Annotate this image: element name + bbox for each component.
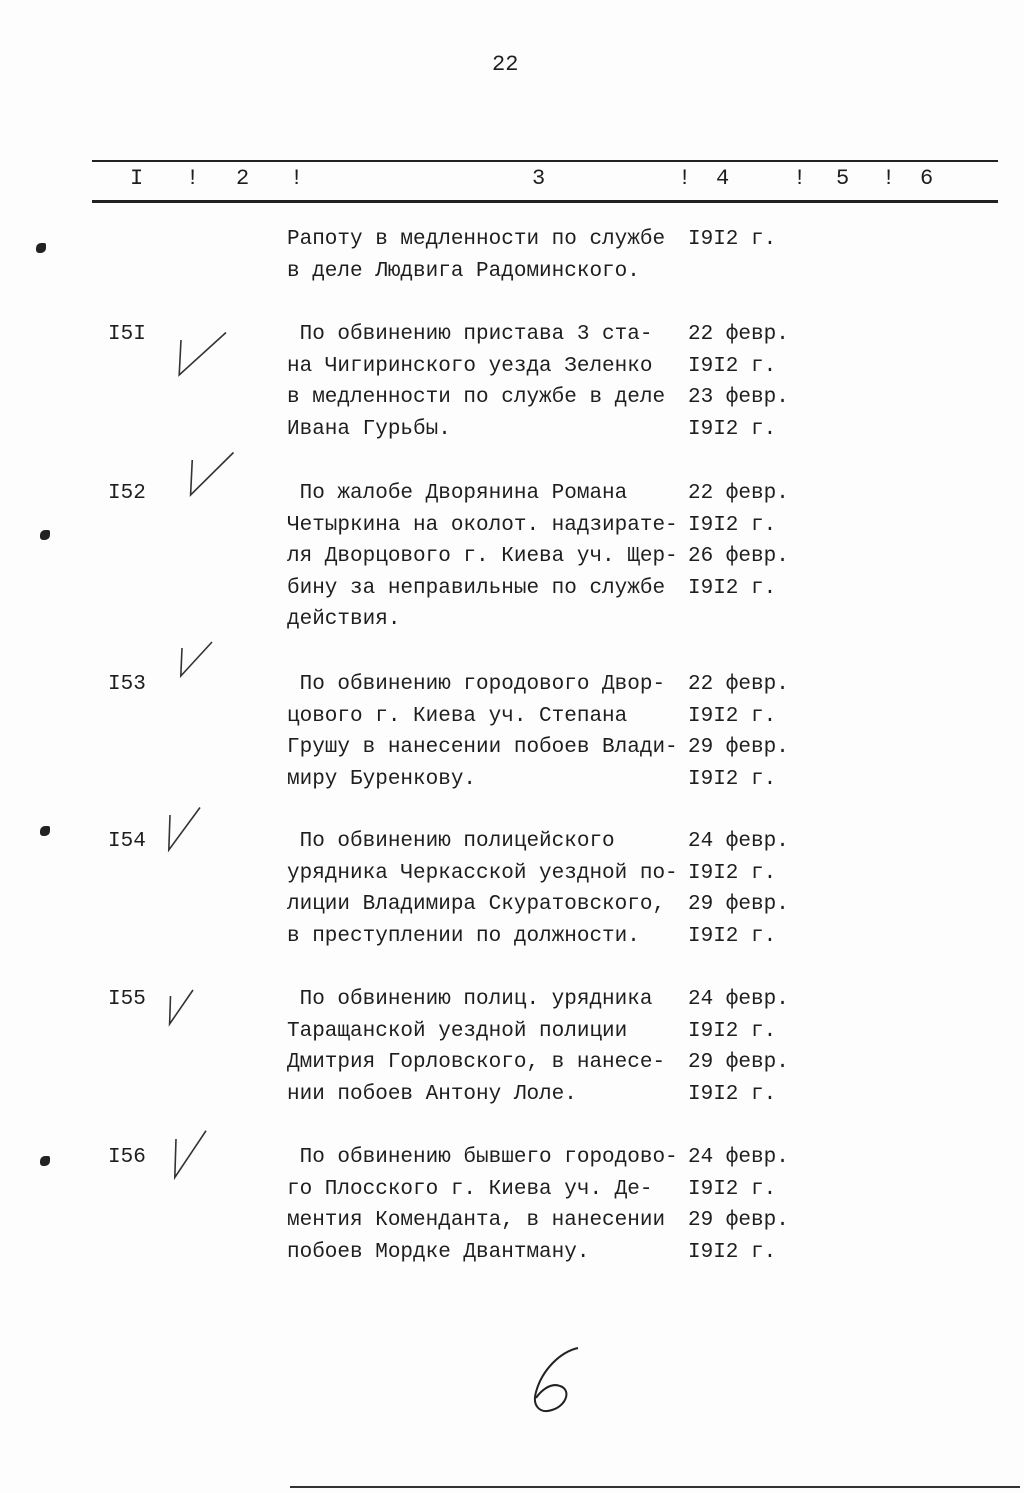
entry-date: 26 февр. [688,545,789,568]
entry-date: I9I2 г. [688,1019,777,1043]
bottom-rule [290,1486,1020,1488]
entry-text-line: Рапоту в медленности по службе [287,228,666,251]
entry-number: I54 [108,830,146,853]
entry-date: 24 февр. [688,1146,789,1169]
entry-date: 29 февр. [688,1209,789,1232]
entry-text-line: миру Буренкову. [287,767,477,791]
entry-date: 29 февр. [688,1051,789,1074]
column-separator: ! [793,166,807,191]
entry-text-line: в преступлении по должности. [287,924,640,948]
entry-date: I9I2 г. [688,354,777,378]
margin-mark [36,243,46,253]
column-separator: ! [186,166,200,191]
entry-text-line: действия. [287,608,401,631]
column-number: I [130,166,144,191]
entry-text-line: По обвинению бывшего городово- [287,1146,678,1169]
entry-text-line: ля Дворцового г. Киева уч. Щер- [287,545,678,568]
entry-number: I52 [108,482,146,505]
entry-text-line: Таращанской уездной полиции [287,1019,628,1043]
entry-number: I56 [108,1146,146,1169]
column-number: 3 [532,166,546,191]
margin-mark [40,826,50,836]
entry-text-line: в медленности по службе в деле [287,386,666,409]
entry-text-line: ментия Коменданта, в нанесении [287,1209,666,1232]
page-number: 22 [492,52,519,77]
checkmark-icon [172,330,232,380]
entry-date: I9I2 г. [688,576,777,600]
entry-date: I9I2 г. [688,1177,777,1201]
checkmark-icon [170,1128,210,1183]
entry-date: I9I2 г. [688,861,777,885]
entry-text-line: го Плосского г. Киева уч. Де- [287,1177,653,1201]
column-separator: ! [290,166,304,191]
entry-text-line: урядника Черкасской уездной по- [287,861,678,885]
column-number: 5 [836,166,850,191]
entry-date: I9I2 г. [688,704,777,728]
entry-text-line: в деле Людвига Радоминского. [287,259,640,283]
entry-number: I55 [108,988,146,1011]
entry-text-line: на Чигиринского уезда Зеленко [287,354,653,378]
entry-text-line: По обвинению городового Двор- [287,673,666,696]
entry-text-line: Ивана Гурьбы. [287,417,451,441]
checkmark-icon [166,988,196,1028]
entry-text-line: Дмитрия Горловского, в нанесе- [287,1051,666,1074]
entry-date: 22 февр. [688,673,789,696]
entry-date: I9I2 г. [688,1240,777,1264]
entry-date: 24 февр. [688,830,789,853]
entry-date: 22 февр. [688,482,789,505]
entry-text-line: цового г. Киева уч. Степана [287,704,628,728]
entry-date: 29 февр. [688,736,789,759]
entry-text-line: нии побоев Антону Лоле. [287,1082,577,1106]
checkmark-icon [164,805,204,855]
entry-text-line: По жалобе Дворянина Романа [287,482,628,505]
handwritten-sheet-number [520,1340,600,1420]
entry-date: I9I2 г. [688,228,777,251]
column-number: 6 [920,166,934,191]
entry-text-line: По обвинению полицейского [287,830,615,853]
header-top-rule [92,160,998,162]
checkmark-icon [184,450,239,500]
checkmark-icon [176,640,216,680]
entry-number: I5I [108,323,146,346]
entry-date: I9I2 г. [688,1082,777,1106]
entry-date: 23 февр. [688,386,789,409]
margin-mark [40,530,50,540]
entry-text-line: бину за неправильные по службе [287,576,666,600]
header-bottom-rule [92,200,998,203]
entry-date: 22 февр. [688,323,789,346]
entry-date: 24 февр. [688,988,789,1011]
column-number: 4 [716,166,730,191]
column-number: 2 [236,166,250,191]
entry-date: 29 февр. [688,893,789,916]
column-separator: ! [882,166,896,191]
entry-text-line: По обвинению полиц. урядника [287,988,653,1011]
entry-text-line: лиции Владимира Скуратовского, [287,893,666,916]
entry-text-line: По обвинению пристава 3 ста- [287,323,653,346]
margin-mark [40,1156,50,1166]
entry-text-line: Четыркина на околот. надзирате- [287,513,678,537]
entry-date: I9I2 г. [688,767,777,791]
entry-text-line: Грушу в нанесении побоев Влади- [287,736,678,759]
entry-date: I9I2 г. [688,417,777,441]
entry-text-line: побоев Мордке Двантману. [287,1240,590,1264]
entry-date: I9I2 г. [688,924,777,948]
column-separator: ! [678,166,692,191]
entry-number: I53 [108,673,146,696]
entry-date: I9I2 г. [688,513,777,537]
